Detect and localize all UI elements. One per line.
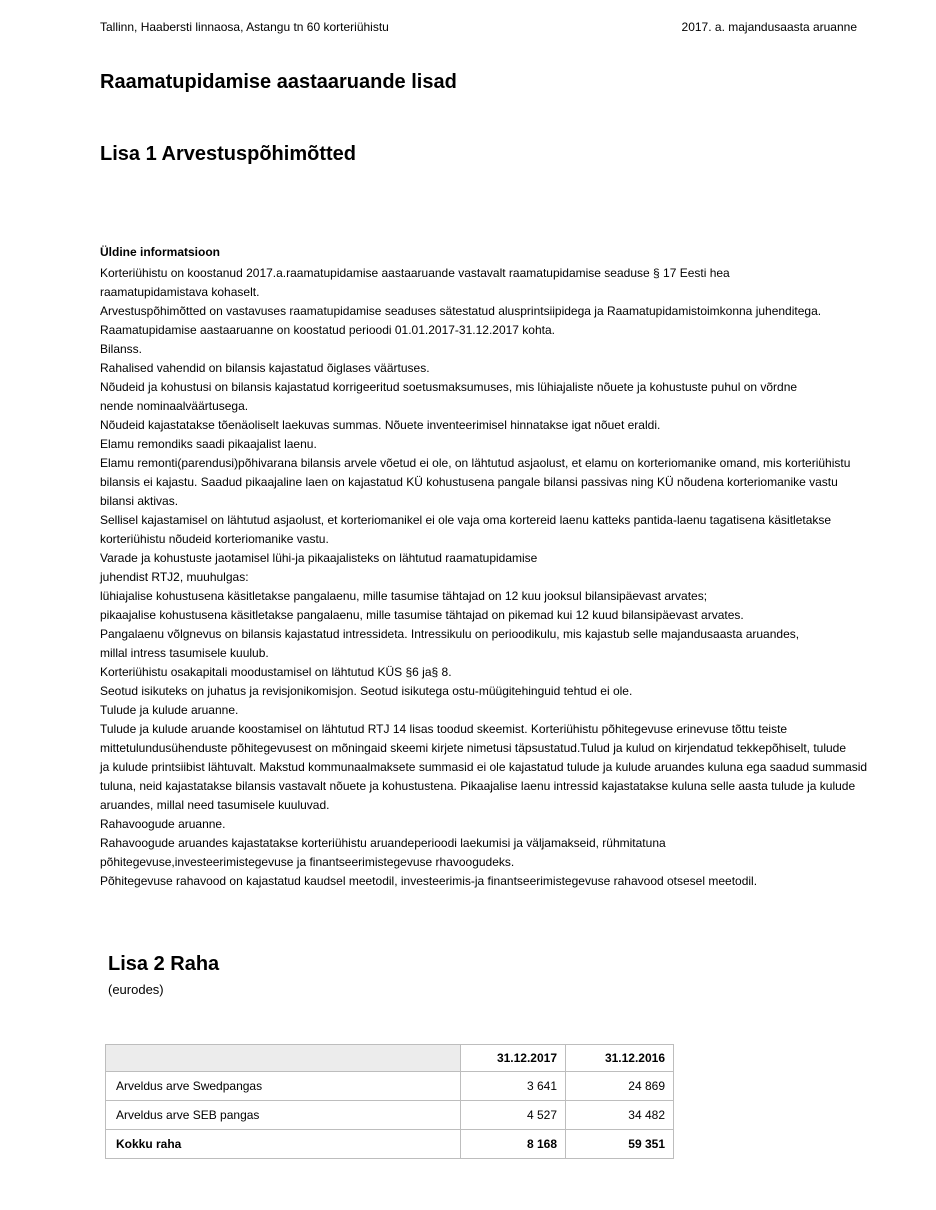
body-text-line: juhendist RTJ2, muuhulgas: [100,570,249,584]
note1-section-heading: Üldine informatsioon [100,245,220,259]
body-text-line: Seotud isikuteks on juhatus ja revisjonikomisjon. Seotud isikutega ostu-müügitehinguid tehtud ei ole. [100,684,633,698]
cash-table-col-2016: 31.12.2016 [566,1045,674,1072]
cash-table-corner-cell [106,1045,461,1072]
page-header-left: Tallinn, Haabersti linnaosa, Astangu tn 60 korteriühistu [100,20,389,34]
table-row [106,1130,674,1159]
body-text-line: bilansi aktivas. [100,494,179,508]
body-text-line: põhitegevuse,investeerimistegevuse ja finantseerimistegevuse rhavoogudeks. [100,855,515,869]
body-text-line: Rahalised vahendid on bilansis kajastatud õiglases väärtuses. [100,361,430,375]
body-text-line: Rahavoogude aruandes kajastatakse korteriühistu aruandeperioodi laekumisi ja väljamakseid, rühmitatuna [100,836,666,850]
body-text-line: tuluna, neid kajastatakse bilansis vastavalt nõuete ja kohustustena. Pikaajalise laenu intressid kajastatakse kuluna selle aasta tulude ja kulude [100,779,856,793]
body-text-line: Korteriühistu osakapitali moodustamisel on lähtutud KÜS §6 ja§ 8. [100,665,452,679]
body-text-line: raamatupidamistava kohaselt. [100,285,260,299]
row-value-cell: 4 527 [461,1101,566,1130]
cash-table-col-2017: 31.12.2017 [461,1045,566,1072]
body-text-line: bilansis ei kajastu. Saadud pikaajaline laen on kajastatud KÜ kohustusena pangale bilansi passivas ning KÜ nõudena korteriomanike vastu [100,475,838,489]
body-text-line: millal intress tasumisele kuulub. [100,646,269,660]
note2-section [108,952,936,998]
row-value-cell: 34 482 [566,1101,674,1130]
main-title: Raamatupidamise aastaaruande lisad [100,71,457,93]
note1-body [100,264,912,891]
table-row [106,1072,674,1101]
row-label-cell: Arveldus arve SEB pangas [106,1101,461,1130]
row-value-cell: 24 869 [566,1072,674,1101]
page-header-right: 2017. a. majandusaasta aruanne [681,20,857,34]
row-value-cell: 59 351 [566,1130,674,1159]
body-text-line: Korteriühistu on koostanud 2017.a.raamatupidamise aastaaruande vastavalt raamatupidamise seaduse § 17 Eesti hea [100,266,730,280]
note2-title: Lisa 2 Raha [108,953,220,975]
body-text-line: Rahavoogude aruanne. [100,817,226,831]
cash-table [105,1044,674,1159]
body-text-line: nende nominaalväärtusega. [100,399,249,413]
row-label-cell: Kokku raha [106,1130,461,1159]
page-header [0,0,936,34]
body-text-line: Nõudeid ja kohustusi on bilansis kajastatud korrigeeritud soetusmaksumuses, mis lühiajaliste nõuete ja kohustuste puhul on võrdne [100,380,798,394]
cash-table-body [106,1072,674,1159]
body-text-line: aruandes, millal need tasumisele kuuluvad. [100,798,330,812]
table-row [106,1101,674,1130]
body-text-line: pikaajalise kohustusena käsitletakse pangalaenu, mille tasumise tähtajad on pikemad kui 12 kuud bilansipäevast arvates. [100,608,744,622]
note1-title: Lisa 1 Arvestuspõhimõtted [100,143,356,165]
body-text-line: Bilanss. [100,342,143,356]
row-value-cell: 8 168 [461,1130,566,1159]
body-text-line: Elamu remondiks saadi pikaajalist laenu. [100,437,317,451]
body-text-line: korteriühistu nõudeid korteriomanike vastu. [100,532,329,546]
note2-subtitle: (eurodes) [108,982,164,997]
body-text-line: Varade ja kohustuste jaotamisel lühi-ja pikaajalisteks on lähtutud raamatupidamise [100,551,538,565]
cash-table-header-row [106,1045,674,1072]
body-text-line: lühiajalise kohustusena käsitletakse pangalaenu, mille tasumise tähtajad on 12 kuu jooksul bilansipäevast arvates; [100,589,708,603]
body-text-line: Tulude ja kulude aruande koostamisel on lähtutud RTJ 14 lisas toodud skeemist. Korteriühistu põhitegevuse erinevuse tõttu teiste [100,722,788,736]
body-text-line: Tulude ja kulude aruanne. [100,703,239,717]
body-text-line: Arvestuspõhimõtted on vastavuses raamatupidamise seaduses sätestatud alusprintsiipidega ja Raamatupidamistoimkonna juhenditega. [100,304,822,318]
body-text-line: Sellisel kajastamisel on lähtutud asjaolust, et korteriomanikel ei ole vaja oma kortereid laenu katteks pantida-laenu tagatisena käsitletakse [100,513,832,527]
body-text-line: Elamu remonti(parendusi)põhivarana bilansis arvele võetud ei ole, on lähtutud asjaolust, et elamu on korteriomanike omand, mis korteriühistu [100,456,851,470]
body-text-line: mittetulundusühenduste põhitegevusest on mõningaid skeemi kirjete nimetusi täpsustatud.Tulud ja kulud on kirjendatud tekkepõhiselt, tulude [100,741,847,755]
body-text-line: Põhitegevuse rahavood on kajastatud kaudsel meetodil, investeerimis-ja finantseerimistegevuse rahavood otsesel meetodil. [100,874,758,888]
row-label-cell: Arveldus arve Swedpangas [106,1072,461,1101]
body-text-line: Nõudeid kajastatakse tõenäoliselt laekuvas summas. Nõuete inventeerimisel hinnatakse igat nõuet eraldi. [100,418,661,432]
row-value-cell: 3 641 [461,1072,566,1101]
body-text-line: Raamatupidamise aastaaruanne on koostatud perioodi 01.01.2017-31.12.2017 kohta. [100,323,555,337]
body-text-line: Pangalaenu võlgnevus on bilansis kajastatud intressideta. Intressikulu on perioodikulu, mis kajastub selle majandusaasta aruandes, [100,627,800,641]
body-text-line: ja kulude printsiibist lähtuvalt. Makstud kommunaalmaksete summasid ei ole kajastatud tulude ja kulude aruandes kuluna ega saadud summasid [100,760,868,774]
